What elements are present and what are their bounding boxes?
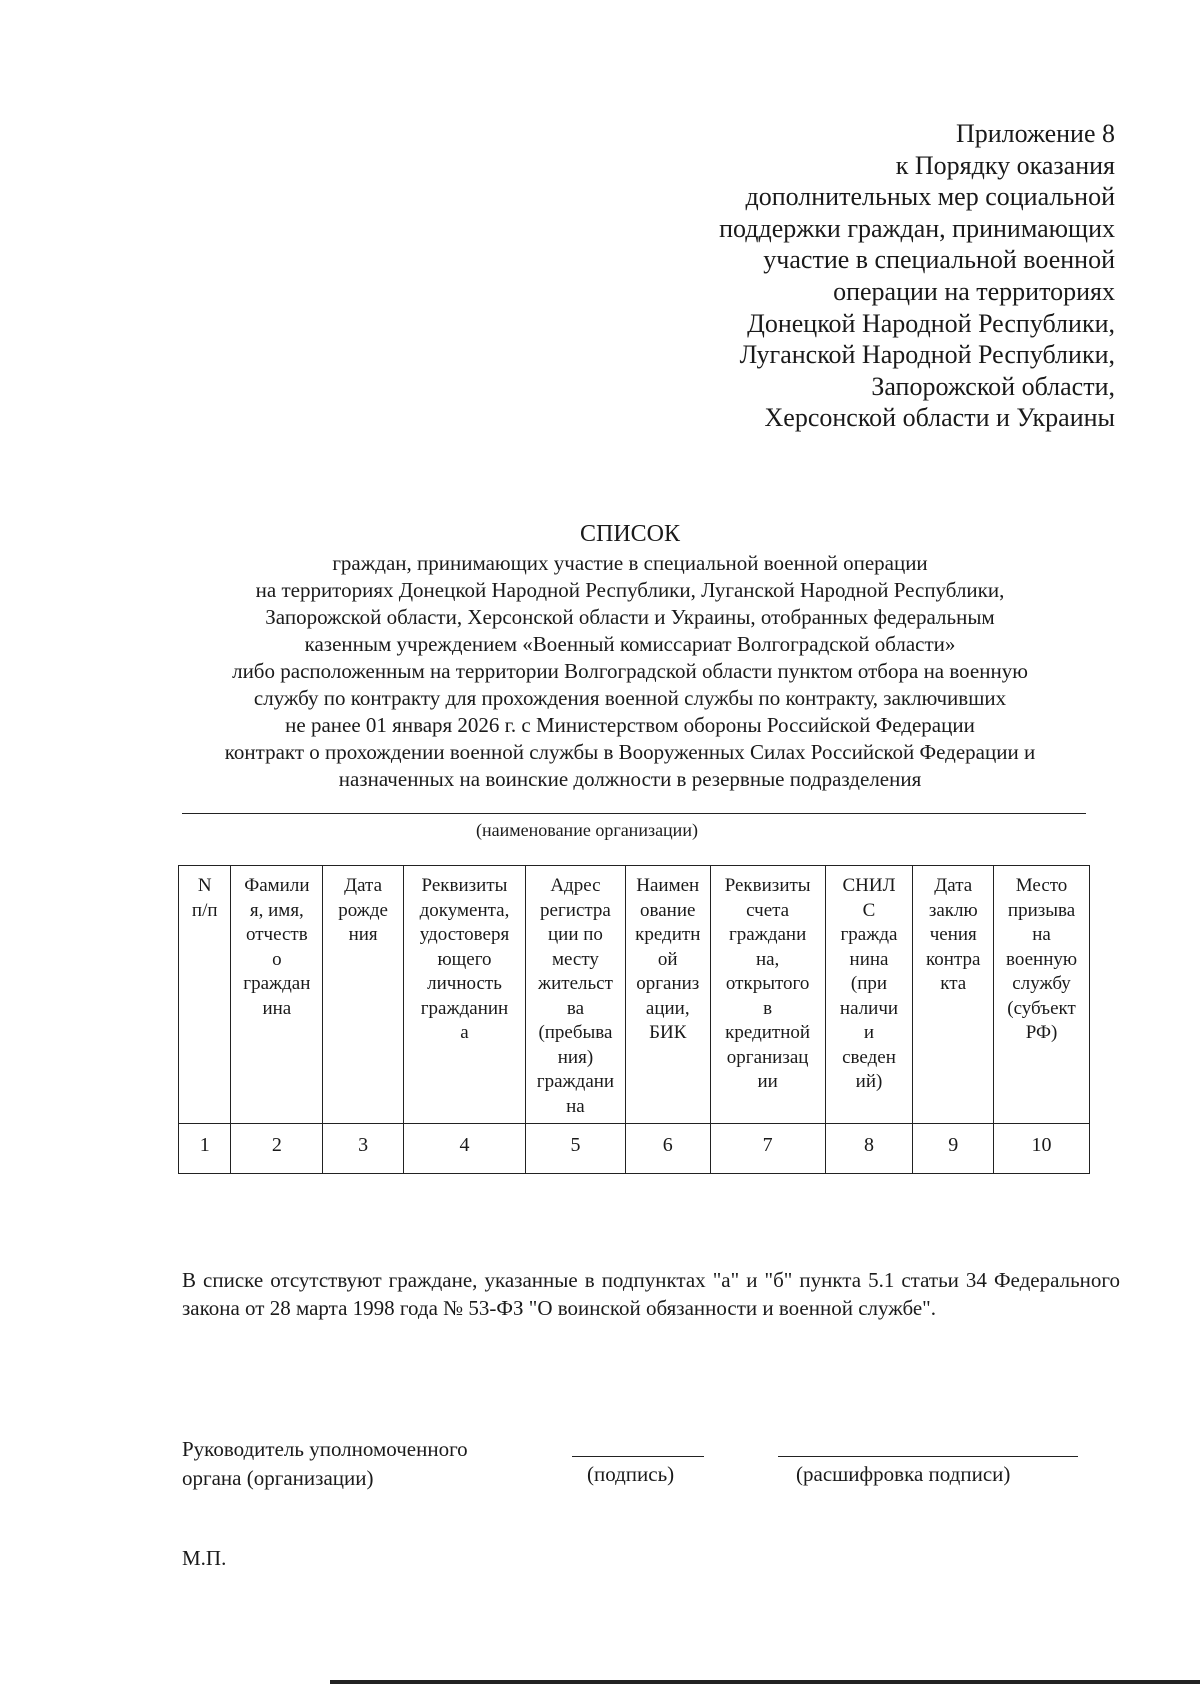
- table-cell: 9: [913, 1124, 994, 1174]
- subtitle-line: не ранее 01 января 2026 г. с Министерством обороны Российской Федерации: [285, 713, 975, 737]
- signatory-role-line: Руководитель уполномоченного: [182, 1437, 468, 1461]
- seal-placeholder: М.П.: [182, 1546, 227, 1570]
- col-header-number: N п/п: [179, 866, 231, 1124]
- signatory-role-line: органа (организации): [182, 1466, 374, 1490]
- table-header-row: [179, 866, 1090, 1124]
- table-cell: 8: [825, 1124, 913, 1174]
- table-cell: 2: [231, 1124, 323, 1174]
- col-header-birth-date: Дата рожде ния: [323, 866, 404, 1124]
- subtitle-line: на территориях Донецкой Народной Республики, Луганской Народной Республики,: [255, 578, 1005, 602]
- scan-edge-line: [330, 1680, 1200, 1684]
- table-cell: 5: [526, 1124, 626, 1174]
- col-header-address: Адрес регистра ции по месту жительст ва (пребыва ния) граждани на: [526, 866, 626, 1124]
- subtitle-line: либо расположенным на территории Волгоградской области пунктом отбора на военную: [232, 659, 1028, 683]
- organization-name-line: [182, 813, 1086, 814]
- organization-caption: (наименование организации): [476, 820, 698, 840]
- signatory-role: [182, 1435, 582, 1493]
- appendix-line: участие в специальной военной: [763, 245, 1115, 275]
- table-cell: 4: [403, 1124, 525, 1174]
- appendix-line: Донецкой Народной Республики,: [747, 308, 1115, 338]
- col-header-snils: СНИЛ С гражда нина (при наличи и сведен ий): [825, 866, 913, 1124]
- document-subtitle: [140, 550, 1120, 793]
- subtitle-line: Запорожской области, Херсонской области и Украины, отобранных федеральным: [265, 605, 995, 629]
- appendix-line: Херсонской области и Украины: [764, 403, 1115, 433]
- col-header-bank-name: Наимен ование кредитн ой организ ации, БИК: [625, 866, 710, 1124]
- subtitle-line: контракт о прохождении военной службы в Вооруженных Силах Российской Федерации и: [224, 740, 1036, 764]
- col-header-account: Реквизиты счета граждани на, открытого в кредитной организац ии: [710, 866, 825, 1124]
- appendix-line: поддержки граждан, принимающих: [719, 213, 1115, 243]
- exclusion-note: В списке отсутствуют граждане, указанные в подпунктах "а" и "б" пункта 5.1 статьи 34 Федерального закона от 28 марта 1998 года № 53-ФЗ "О воинской обязанности и военной службе".: [182, 1268, 1120, 1320]
- col-header-id-document: Реквизиты документа, удостоверя ющего личность гражданин а: [403, 866, 525, 1124]
- appendix-line: дополнительных мер социальной: [745, 182, 1115, 212]
- signature-line: [572, 1456, 704, 1457]
- table-number-row: [179, 1124, 1090, 1174]
- appendix-heading: [555, 118, 1115, 434]
- table-cell: 7: [710, 1124, 825, 1174]
- appendix-line: к Порядку оказания: [895, 150, 1115, 180]
- signature-caption: (подпись): [587, 1462, 675, 1486]
- appendix-line: операции на территориях: [833, 276, 1115, 306]
- signature-decode-caption: (расшифровка подписи): [796, 1462, 1011, 1486]
- subtitle-line: службу по контракту для прохождения военной службы по контракту, заключивших: [253, 686, 1007, 710]
- subtitle-line: граждан, принимающих участие в специальной военной операции: [332, 551, 928, 575]
- table-cell: 10: [994, 1124, 1090, 1174]
- subtitle-line: назначенных на воинские должности в резервные подразделения: [338, 767, 922, 791]
- col-header-contract-date: Дата заклю чения контра кта: [913, 866, 994, 1124]
- signature-decode-line: [778, 1456, 1078, 1457]
- appendix-line: Приложение 8: [955, 119, 1115, 148]
- col-header-full-name: Фамили я, имя, отчеств о граждан ина: [231, 866, 323, 1124]
- appendix-line: Запорожской области,: [871, 371, 1115, 401]
- table-cell: 3: [323, 1124, 404, 1174]
- col-header-conscription-place: Место призыва на военную службу (субъект РФ): [994, 866, 1090, 1124]
- document-title-block: [140, 520, 1120, 793]
- table-cell: 1: [179, 1124, 231, 1174]
- appendix-line: Луганской Народной Республики,: [739, 340, 1115, 370]
- document-title: СПИСОК: [579, 521, 681, 547]
- subtitle-line: казенным учреждением «Военный комиссариат Волгоградской области»: [304, 632, 956, 656]
- citizens-table: [178, 865, 1090, 1174]
- table-cell: 6: [625, 1124, 710, 1174]
